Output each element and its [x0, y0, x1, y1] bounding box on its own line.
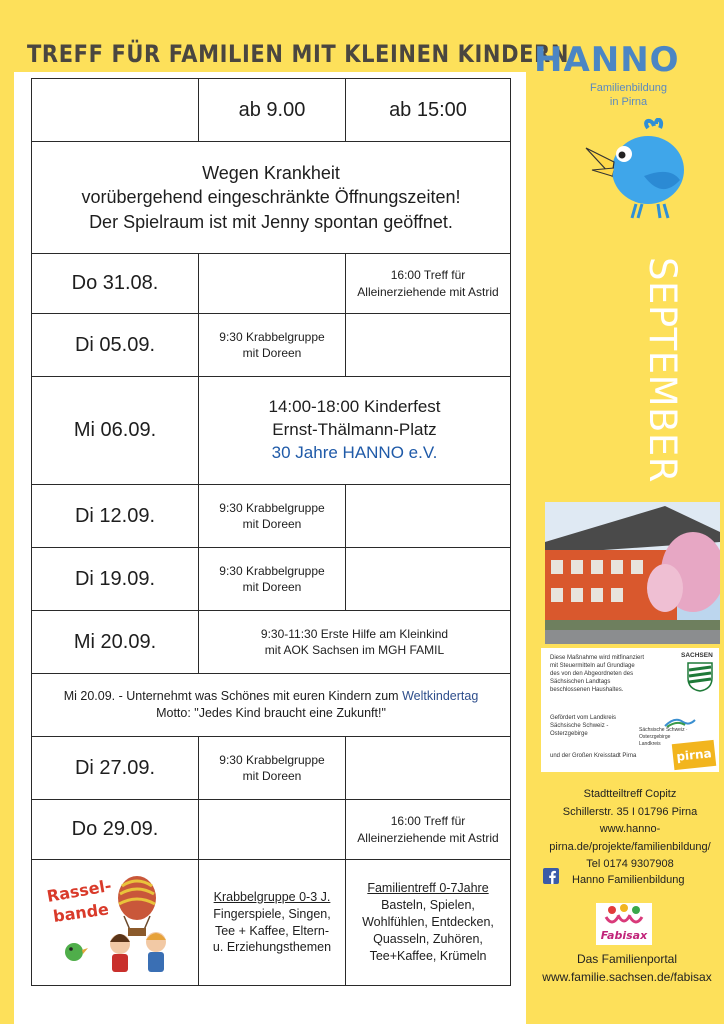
motto-line — [32, 688, 510, 705]
weltkindertag-highlight: Weltkindertag — [402, 689, 479, 704]
event-line: Alleinerziehende mit Astrid — [357, 830, 499, 845]
rasselbande-logo — [40, 864, 190, 974]
portal-block — [530, 950, 724, 986]
building-photo — [545, 502, 720, 644]
morning-cell — [199, 737, 346, 800]
table-row — [32, 737, 511, 800]
event-line: mit Doreen — [242, 769, 302, 783]
day-cell: Di 19.09. — [32, 548, 199, 611]
familientreff-line: Basteln, Spielen, — [381, 898, 475, 913]
sachsen-crest-icon — [687, 662, 713, 692]
familientreff-line: Tee+Kaffee, Krümeln — [369, 948, 487, 963]
funding-text-2 — [550, 714, 640, 738]
event-line: 9:30 Krabbelgruppe — [219, 752, 325, 767]
familientreff-line: Quasseln, Zuhören, — [373, 931, 483, 946]
header-row — [32, 79, 511, 142]
event-line: 9:30 Krabbelgruppe — [219, 563, 325, 578]
page-title: TREFF FÜR FAMILIEN MIT KLEINEN KINDERN — [27, 40, 569, 68]
afternoon-cell — [346, 800, 511, 860]
notice-row — [32, 142, 511, 254]
notice-line: Wegen Krankheit — [202, 163, 340, 184]
website-link-part[interactable]: www.hanno- — [599, 823, 661, 836]
afternoon-cell — [346, 485, 511, 548]
afternoon-cell — [346, 737, 511, 800]
hanno-logo — [534, 40, 704, 112]
morning-cell — [199, 800, 346, 860]
notice-line: Der Spielraum ist mit Jenny spontan geöffnet. — [89, 211, 453, 232]
funding-box — [541, 648, 719, 772]
table-row — [32, 611, 511, 674]
krabbel-line: u. Erziehungsthemen — [212, 940, 332, 955]
day-cell: Do 29.09. — [32, 800, 199, 860]
event-line: Alleinerziehende mit Astrid — [357, 284, 499, 299]
contact-block — [538, 786, 722, 874]
afternoon-cell — [346, 254, 511, 314]
portal-link[interactable]: www.familie.sachsen.de/fabisax — [542, 970, 712, 984]
afternoon-cell — [346, 314, 511, 377]
facebook-icon[interactable] — [543, 868, 559, 884]
anniversary-line: 30 Jahre HANNO e.V. — [271, 442, 438, 462]
familientreff-title: Familientreff 0-7Jahre — [367, 881, 489, 896]
day-cell: Di 27.09. — [32, 737, 199, 800]
motto-cell — [32, 674, 511, 737]
header-afternoon-col: ab 15:00 — [346, 79, 511, 142]
month-label-wrap — [570, 256, 724, 484]
event-line: 14:00-18:00 Kinderfest — [268, 397, 441, 417]
district-name: Sächsische Schweiz · Osterzgebirge — [639, 727, 688, 740]
sachsen-label: SACHSEN — [681, 652, 713, 659]
event-line: 16:00 Treff für — [390, 814, 466, 829]
morning-cell — [199, 548, 346, 611]
familientreff-line: Wohlfühlen, Entdecken, — [362, 915, 494, 930]
event-line: mit Doreen — [242, 346, 302, 360]
table-row — [32, 314, 511, 377]
hanno-wordmark: HANNO — [534, 40, 680, 80]
event-cell — [199, 377, 511, 485]
rasselbande-cell — [32, 860, 199, 986]
rasselbande-logo-line1: Rassel- — [45, 876, 113, 907]
day-cell: Mi 06.09. — [32, 377, 199, 485]
hanno-subtitle-line: Familienbildung — [590, 82, 668, 94]
event-line: mit AOK Sachsen im MGH FAMIL — [264, 643, 445, 657]
event-line: Ernst-Thälmann-Platz — [272, 420, 437, 440]
motto-line: Motto: "Jedes Kind braucht eine Zukunft!" — [156, 706, 386, 720]
event-line: 9:30 Krabbelgruppe — [219, 500, 325, 515]
day-cell: Di 12.09. — [32, 485, 199, 548]
footer-row — [32, 860, 511, 986]
event-cell — [199, 611, 511, 674]
notice-cell — [32, 142, 511, 254]
day-cell: Mi 20.09. — [32, 611, 199, 674]
table-row — [32, 254, 511, 314]
pirna-logo — [672, 740, 716, 770]
contact-line: Schillerstr. 35 I 01796 Pirna — [562, 805, 698, 818]
motto-prefix: Mi 20.09. - Unternehmt was Schönes mit euren Kindern zum — [63, 689, 403, 704]
funding-line: Sächsischen Landtags — [550, 679, 611, 686]
krabbel-info-cell — [199, 860, 346, 986]
hanno-subtitle-line: in Pirna — [609, 95, 648, 108]
notice-line: vorübergehend eingeschränkte Öffnungszeiten! — [81, 187, 461, 208]
krabbel-title: Krabbelgruppe 0-3 J. — [213, 889, 331, 904]
header-morning-col: ab 9.00 — [199, 79, 346, 142]
day-cell: Di 05.09. — [32, 314, 199, 377]
table-row — [32, 485, 511, 548]
morning-cell — [199, 314, 346, 377]
pirna-logo-text: pirna — [675, 746, 713, 764]
bird-icon — [578, 118, 690, 222]
fabisax-logo-text: Fabisax — [600, 929, 648, 942]
schedule-table — [31, 78, 511, 986]
morning-cell — [199, 485, 346, 548]
funding-text-3: und der Großen Kreisstadt Pirna — [550, 753, 637, 759]
krabbel-line: Tee + Kaffee, Eltern- — [214, 923, 330, 938]
website-link-part[interactable]: pirna.de/projekte/familienbildung/ — [549, 840, 711, 853]
event-line: 9:30 Krabbelgruppe — [219, 329, 325, 344]
rasselbande-logo-line2: bande — [51, 899, 110, 927]
funding-line: Sächsische Schweiz - — [550, 723, 609, 730]
month-label: SEPTEMBER — [641, 256, 684, 484]
table-row — [32, 800, 511, 860]
phone-number: Tel 0174 9307908 — [586, 858, 674, 871]
district-subname: Landkreis — [639, 740, 661, 747]
krabbel-line: Fingerspiele, Singen, — [213, 906, 331, 921]
funding-line: des von den Abgeordneten des — [550, 671, 634, 678]
event-line: 9:30-11:30 Erste Hilfe am Kleinkind — [260, 626, 449, 641]
contact-line: Stadtteiltreff Copitz — [583, 788, 677, 800]
motto-row — [32, 674, 511, 737]
table-row — [32, 377, 511, 485]
funding-line: Osterzgebirge — [550, 731, 588, 738]
funding-text-1 — [550, 654, 670, 694]
day-cell: Do 31.08. — [32, 254, 199, 314]
event-line: mit Doreen — [242, 517, 302, 531]
funding-line: mit Steuermitteln auf Grundlage — [550, 663, 635, 670]
header-day-col — [32, 79, 199, 142]
event-line: 16:00 Treff für — [390, 268, 466, 283]
funding-line: Diese Maßnahme wird mitfinanziert — [550, 655, 645, 661]
table-row — [32, 548, 511, 611]
hanno-subtitle — [590, 82, 667, 110]
morning-cell — [199, 254, 346, 314]
funding-line: Gefördert vom Landkreis — [550, 715, 617, 721]
familientreff-info-cell — [346, 860, 511, 986]
funding-line: beschlossenen Haushaltes. — [550, 687, 624, 694]
afternoon-cell — [346, 548, 511, 611]
facebook-label[interactable]: Hanno Familienbildung — [572, 874, 685, 886]
event-line: mit Doreen — [242, 580, 302, 594]
portal-title: Das Familienportal — [576, 952, 678, 966]
fabisax-logo — [596, 903, 652, 945]
